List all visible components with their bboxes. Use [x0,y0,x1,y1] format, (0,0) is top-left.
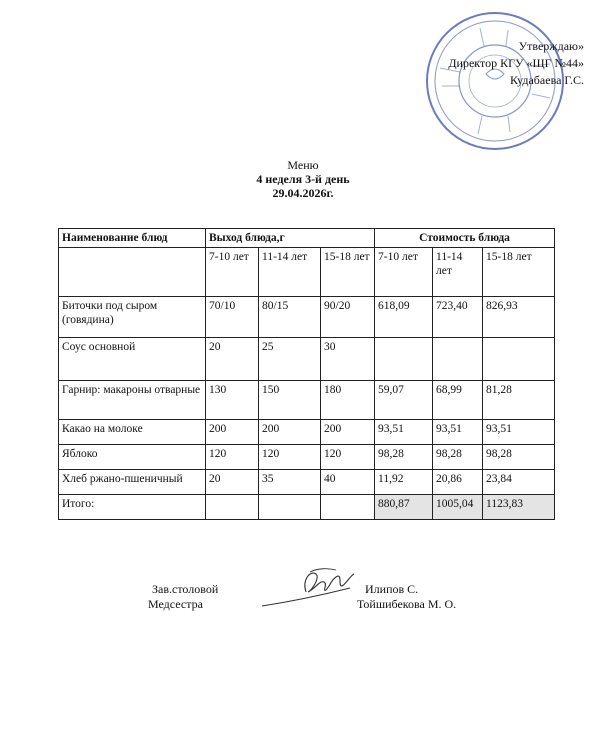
name-canteen-head: Илипов С. [365,582,419,596]
dish-cost [375,338,433,381]
table-row [59,445,555,470]
total-cost: 1123,83 [483,495,555,520]
dish-cost: 93,51 [375,420,433,445]
dish-name: Какао на молоке [59,420,206,445]
dish-cost: 93,51 [483,420,555,445]
approval-line-1: Утверждаю» [518,39,584,53]
total-cost: 880,87 [375,495,433,520]
dish-output: 200 [259,420,321,445]
dish-cost [483,338,555,381]
dish-output: 200 [321,420,375,445]
dish-cost: 23,84 [483,470,555,495]
table-row [59,420,555,445]
dish-output: 120 [206,445,259,470]
table-row [59,381,555,420]
table-subheader-row [59,248,555,297]
header-cost: Стоимость блюда [375,229,555,248]
handwritten-signature [258,562,368,612]
dish-cost: 826,93 [483,297,555,338]
subheader-cost-age: 11-14 лет [433,248,483,297]
dish-cost: 618,09 [375,297,433,338]
subheader-empty [59,248,206,297]
dish-cost: 93,51 [433,420,483,445]
signature-names [357,582,456,612]
dish-output: 70/10 [206,297,259,338]
total-label: Итого: [59,495,206,520]
dish-output: 180 [321,381,375,420]
dish-cost: 59,07 [375,381,433,420]
dish-output: 25 [259,338,321,381]
dish-cost: 20,86 [433,470,483,495]
dish-cost: 11,92 [375,470,433,495]
dish-output: 80/15 [259,297,321,338]
header-name: Наименование блюд [59,229,206,248]
total-row [59,495,555,520]
dish-cost [433,338,483,381]
table-row [59,470,555,495]
total-empty [259,495,321,520]
dish-output: 120 [321,445,375,470]
total-cost: 1005,04 [433,495,483,520]
dish-cost: 68,99 [433,381,483,420]
title-canteen-head: Зав.столовой [152,582,219,596]
dish-output: 40 [321,470,375,495]
signature-titles [148,582,219,612]
dish-cost: 723,40 [433,297,483,338]
dish-output: 30 [321,338,375,381]
dish-cost: 98,28 [375,445,433,470]
table-row [59,297,555,338]
menu-subtitle: 4 неделя 3-й день [256,172,350,186]
dish-name: Хлеб ржано-пшеничный [59,470,206,495]
subheader-output-age: 11-14 лет [259,248,321,297]
dish-name: Биточки под сыром (говядина) [59,297,206,338]
dish-cost: 81,28 [483,381,555,420]
menu-title: Меню [287,158,319,172]
table-header-row [59,229,555,248]
subheader-output-age: 7-10 лет [206,248,259,297]
dish-cost: 98,28 [433,445,483,470]
dish-output: 20 [206,470,259,495]
subheader-cost-age: 15-18 лет [483,248,555,297]
subheader-output-age: 15-18 лет [321,248,375,297]
menu-date: 29.04.2026г. [272,186,334,200]
title-nurse: Медсестра [148,597,203,611]
menu-heading [0,158,606,200]
total-empty [321,495,375,520]
dish-output: 90/20 [321,297,375,338]
approval-block [448,38,584,89]
dish-name: Соус основной [59,338,206,381]
dish-output: 130 [206,381,259,420]
name-nurse: Тойшибекова М. О. [357,597,457,611]
dish-output: 200 [206,420,259,445]
dish-name: Гарнир: макароны отварные [59,381,206,420]
dish-output: 20 [206,338,259,381]
approval-line-2: Директор КГУ «ЩГ №44» [448,56,584,70]
dish-output: 120 [259,445,321,470]
header-output: Выход блюда,г [206,229,375,248]
total-empty [206,495,259,520]
menu-table [58,228,555,520]
dish-output: 35 [259,470,321,495]
subheader-cost-age: 7-10 лет [375,248,433,297]
dish-cost: 98,28 [483,445,555,470]
dish-name: Яблоко [59,445,206,470]
approval-line-3: Кудабаева Г.С. [510,73,584,87]
dish-output: 150 [259,381,321,420]
table-row [59,338,555,381]
